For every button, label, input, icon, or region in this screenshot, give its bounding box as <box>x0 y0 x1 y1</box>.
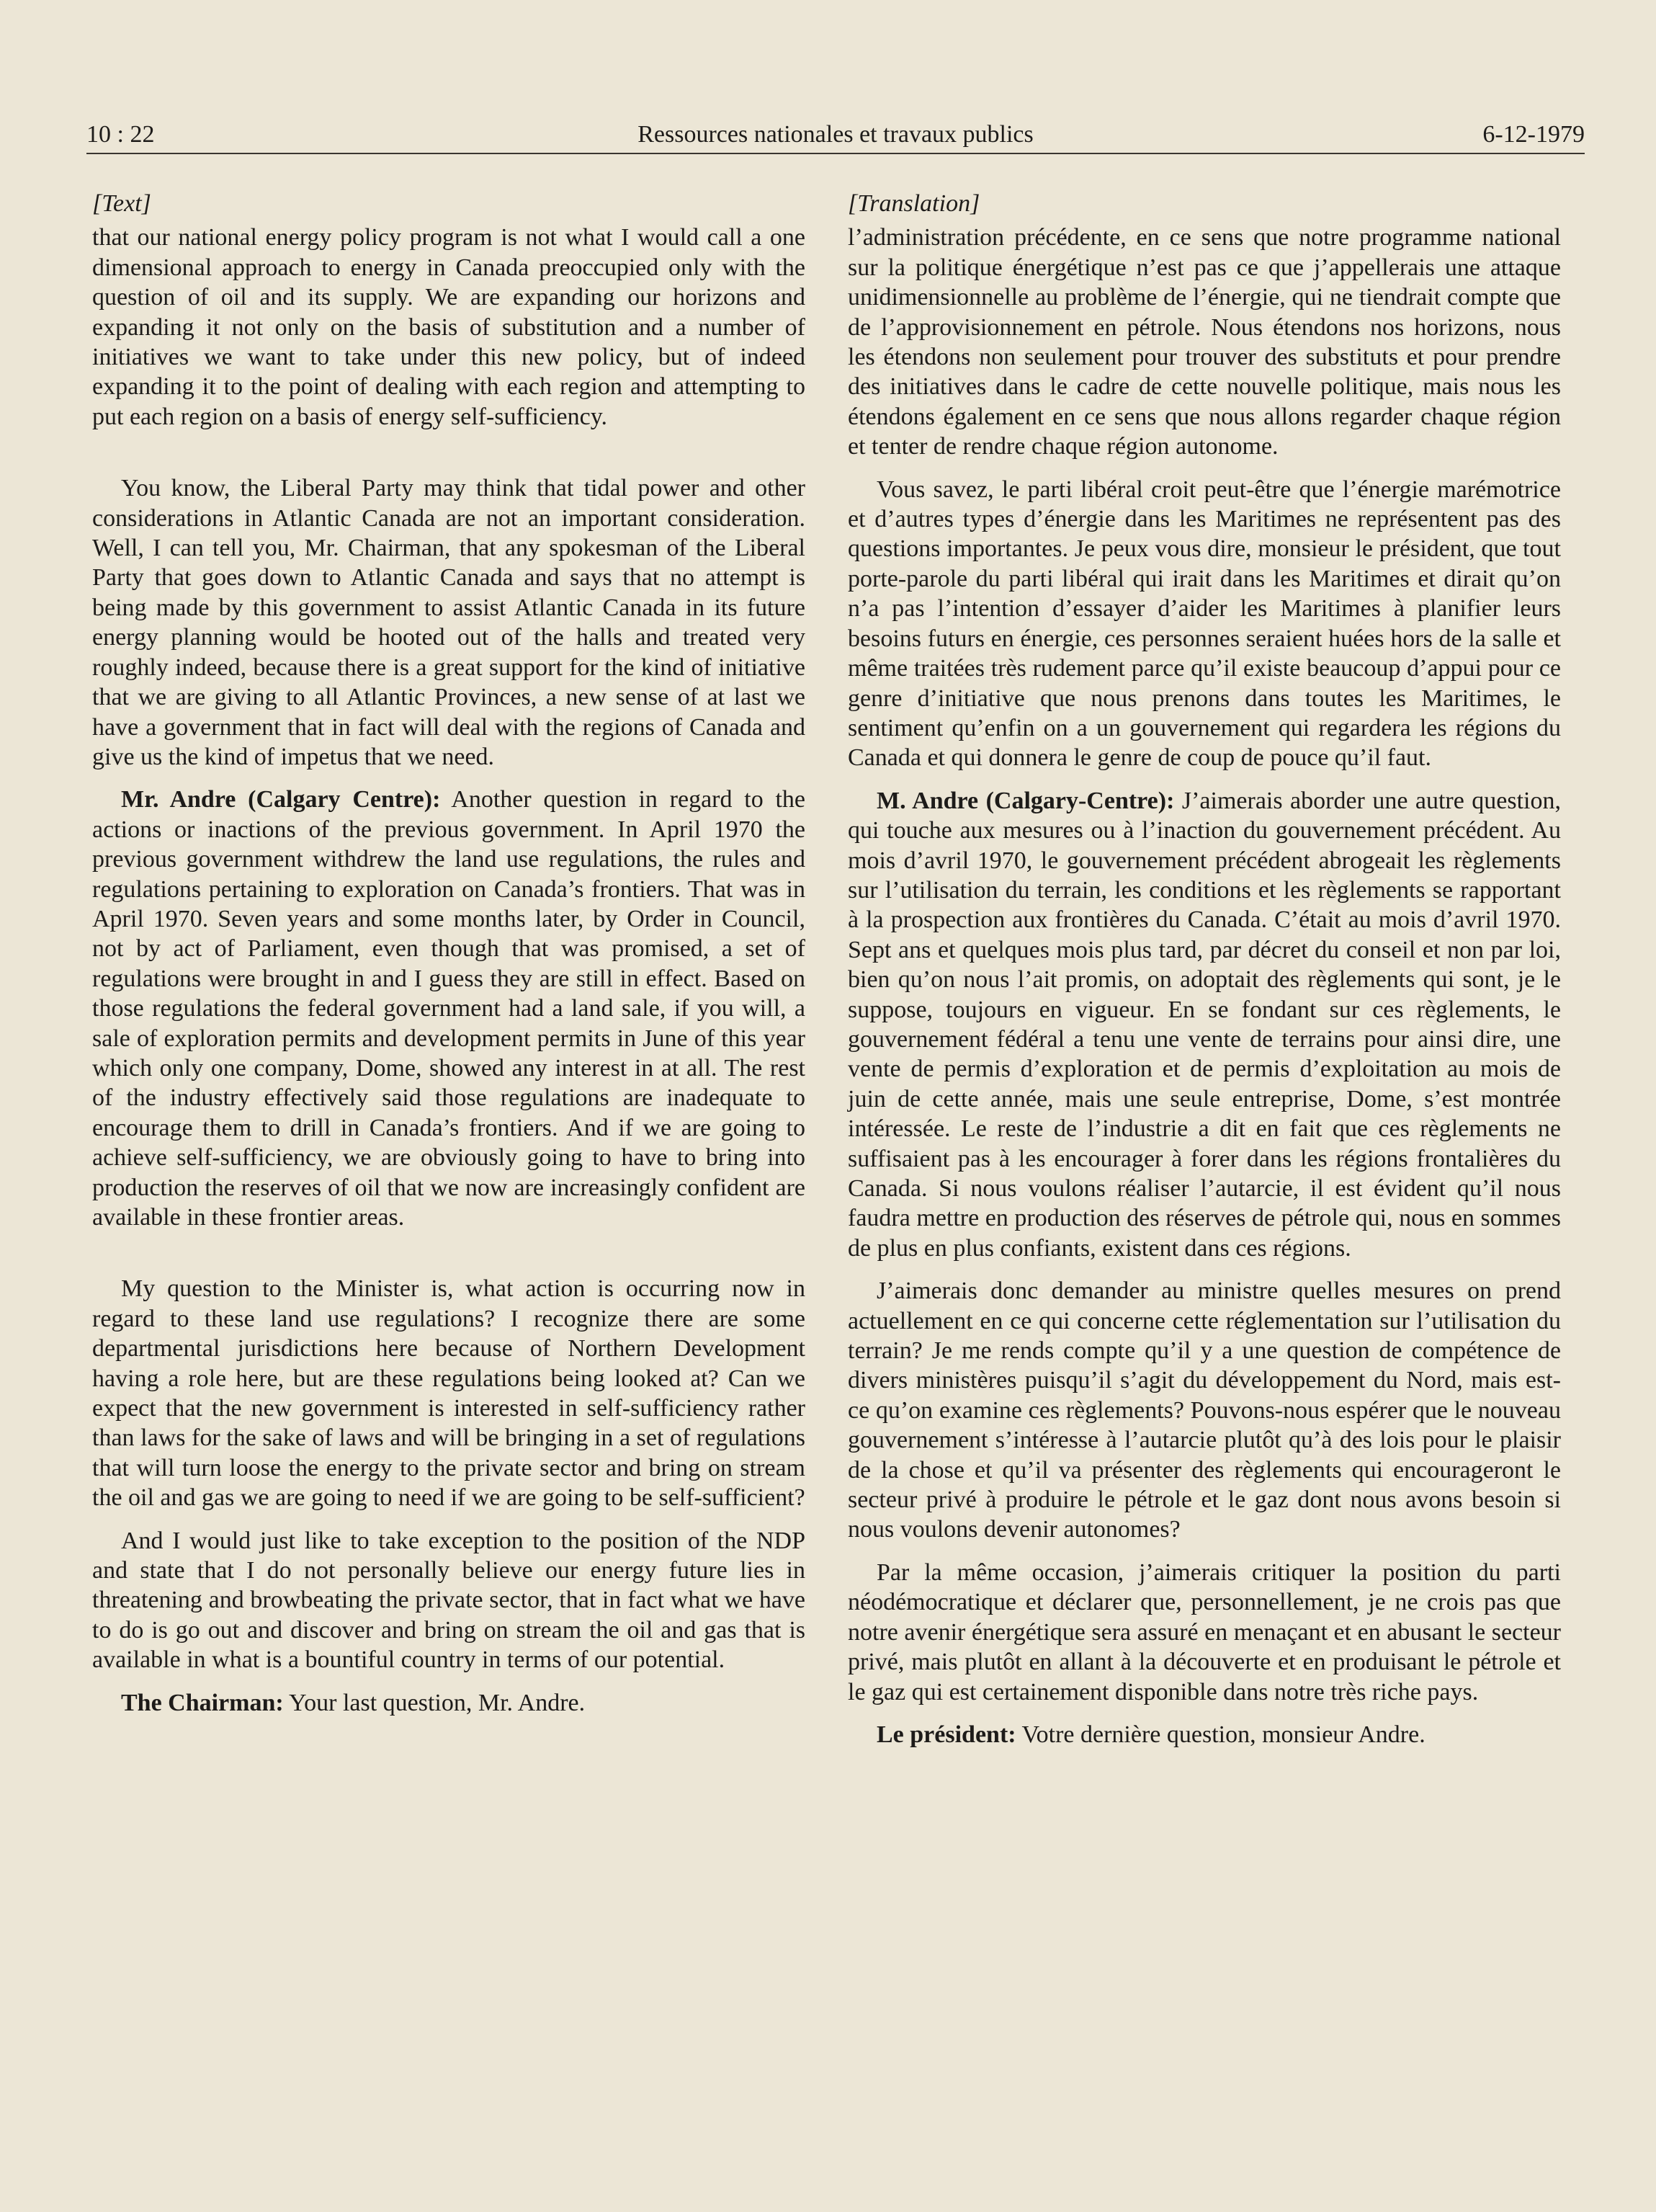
paragraph: Vous savez, le parti libéral croit peut-être que l’énergie marémotrice et d’autres types d’énergie dans les Maritimes ne représentent pas des questions importantes. Je peux vous dire, monsieur le président, que tout porte-parole du parti libéral qui irait dans les Maritimes et dirait qu’on n’a pas l’intention d’essayer d’aider les Maritimes à planifier leurs besoins futurs en énergie, ces personnes seraient huées hors de la salle et même traitées très rudement parce qu’il existe beaucoup d’appui pour ce genre d’initiative que nous prenons dans toutes les Maritimes, le sentiment qu’enfin on a un gouvernement qui regardera les régions du Canada et qui donnera le genre de coup de pouce qu’il faut. <box>848 476 1561 772</box>
page-header <box>86 115 1585 153</box>
speaker-name: The Chairman: <box>121 1689 284 1716</box>
speech-text: Another question in regard to the actions or inactions of the previous government. In April 1970 the previous government withdrew the land use regulations, the rules and regulations pertaining to exploration on Canada’s frontiers. That was in April 1970. Seven years and some months later, by Order in Council, not by act of Parliament, even though that was promised, a set of regulations were brought in and I guess they are still in effect. Based on those regulations the federal government had a land sale, if you will, a sale of exploration permits and development permits in June of this year which only one company, Dome, showed any interest in at all. The rest of the industry effectively said those regulations are inadequate to encourage them to drill in Canada’s frontiers. And if we are going to achieve self-sufficiency, we are obviously going to have to bring into production the reserves of oil that we now are increasingly confident are available in these frontier areas. <box>92 786 806 1231</box>
paragraph <box>848 786 1561 1264</box>
paragraph: Par la même occasion, j’aimerais critiquer la position du parti néodémocratique et déclarer que, personnellement, je ne crois pas que notre avenir énergétique sera assuré en menaçant et en abusant le secteur privé, mais plutôt en allant à la découverte et en produisant le pétrole et le gaz qui est certainement disponible dans notre très riche pays. <box>848 1558 1561 1705</box>
paragraph: J’aimerais donc demander au ministre quelles mesures on prend actuellement en ce qui concerne cette réglementation sur l’utilisation du terrain? Je me rends compte qu’il y a une question de compétence de divers ministères puisqu’il s’agit du développement du Nord, mais est-ce qu’on examine ces règlements? Pouvons-nous espérer que le nouveau gouvernement s’intéresse à l’autarcie plutôt qu’à des lois pour le plaisir de la chose et qu’il va présenter des règlements qui encourageront le secteur privé à produire le pétrole et le gaz dont nous avons besoin si nous voulons devenir autonomes? <box>848 1277 1561 1543</box>
paragraph: My question to the Minister is, what action is occurring now in regard to these land use regulations? I recognize there are some departmental jurisdictions here because of Northern Development having a role here, but are these regulations being looked at? Can we expect that the new government is interested in self-sufficiency rather than laws for the sake of laws and will be bringing in a set of regulations that will turn loose the energy to the private sector and bring on stream the oil and gas we are going to need if we are going to be self-sufficient? <box>92 1275 805 1512</box>
speech-text: Votre dernière question, monsieur Andre. <box>1016 1721 1425 1748</box>
paragraph <box>848 1720 1561 1749</box>
speaker-name: M. Andre (Calgary-Centre): <box>877 787 1175 814</box>
paragraph <box>92 785 805 1232</box>
english-column <box>92 189 805 1731</box>
paragraph: that our national energy policy program is not what I would call a one dimensional approach to energy in Canada preoccupied only with the question of oil and its supply. We are expanding our horizons and expanding it not only on the basis of substitution and a number of initiatives we want to take under this new policy, but of indeed expanding it to the point of dealing with each region and attempting to put each region on a basis of energy self-sufficiency. <box>92 224 805 430</box>
paragraph <box>92 1688 805 1718</box>
speech-text: Your last question, Mr. Andre. <box>283 1689 586 1716</box>
header-rule <box>86 153 1585 154</box>
speech-text: J’aimerais aborder une autre question, qui touche aux mesures ou à l’inaction du gouvernement précédent. Au mois d’avril 1970, le gouvernement précédent abrogeait les règlements sur l’utilisation du terrain, les conditions et les règlements se rapportant à la prospection aux frontières du Canada. C’était au mois d’avril 1970. Sept ans et quelques mois plus tard, par décret du conseil et non par loi, bien qu’on nous l’ait promis, on adoptait des règlements qui sont, je le suppose, toujours en vigueur. En se fondant sur ces règlements, le gouvernement fédéral a tenu une vente de terrains pour ainsi dire, une vente de permis d’exploration et de permis d’exploitation au mois de juin de cette année, mais une seule entreprise, Dome, s’est montrée intéressée. Le reste de l’industrie a dit en fait que ces règlements ne suffisaient pas à les encourager à forer dans les régions frontalières du Canada. Si nous voulons réaliser l’autarcie, il est évident qu’il nous faudra mettre en production des réserves de pétrole qui, nous en sommes de plus en plus confiants, existent dans ces régions. <box>848 787 1561 1262</box>
header-date: 6-12-1979 <box>1482 121 1585 148</box>
speaker-name: Mr. Andre (Calgary Centre): <box>121 786 441 813</box>
page-number: 10 : 22 <box>86 121 155 148</box>
column-tag: [Translation] <box>848 190 980 217</box>
column-tag: [Text] <box>92 190 151 217</box>
speaker-name: Le président: <box>877 1721 1016 1748</box>
paragraph: l’administration précédente, en ce sens que notre programme national sur la politique énergétique n’est pas ce que j’appellerais une attaque unidimensionnelle au problème de l’énergie, qui ne tiendrait compte que de l’approvisionnement en pétrole. Nous étendons nos horizons, nous les étendons non seulement pour trouver des substituts et pour prendre des initiatives dans le cadre de cette nouvelle politique, mais nous les étendons également en ce sens que nous allons regarder chaque région et tenter de rendre chaque région autonome. <box>848 224 1561 460</box>
paragraph: And I would just like to take exception to the position of the NDP and state that I do not personally believe our energy future lies in threatening and browbeating the private sector, that in fact what we have to do is go out and discover and bring on stream the oil and gas that is available in what is a bountiful country in terms of our potential. <box>92 1527 805 1674</box>
running-title: Ressources nationales et travaux publics <box>637 121 1034 148</box>
paragraph: You know, the Liberal Party may think that tidal power and other considerations in Atlantic Canada are not an important consideration. Well, I can tell you, Mr. Chairman, that any spokesman of the Liberal Party that goes down to Atlantic Canada and says that no attempt is being made by this government to assist Atlantic Canada in its future energy planning would be hooted out of the halls and treated very roughly indeed, because there is a great support for the kind of initiative that we are giving to all Atlantic Provinces, a new sense of at last we have a government that in fact will deal with the regions of Canada and give us the kind of impetus that we need. <box>92 475 805 770</box>
french-column <box>848 189 1561 1762</box>
